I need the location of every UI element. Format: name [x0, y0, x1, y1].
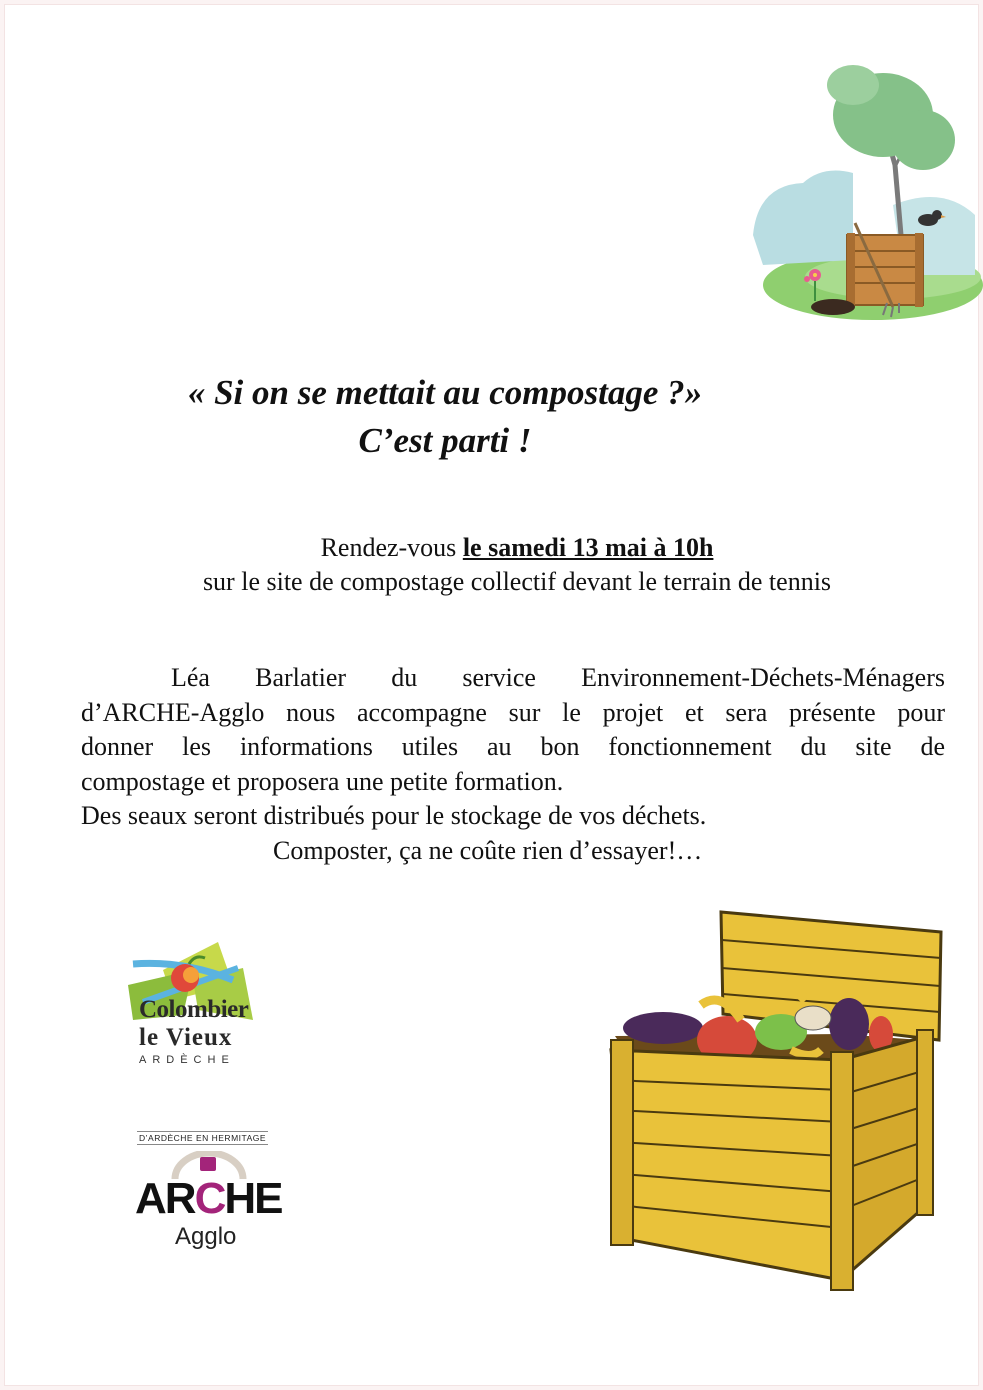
body-line-2: d’ARCHE-Agglo nous accompagne sur le projet et sera présente pour — [81, 697, 945, 727]
title-line-1: « Si on se mettait au compostage ?» — [187, 373, 703, 412]
body-line-5: Des seaux seront distribués pour le stockage de vos déchets. — [81, 801, 707, 830]
colombier-name-1: Colombier — [139, 996, 249, 1023]
body-line-1: Léa Barlatier du service Environnement-Déchets-Ménagers — [171, 663, 945, 692]
colombier-region: ARDÈCHE — [139, 1054, 235, 1066]
rendezvous-date-line — [5, 531, 983, 565]
arche-sub: Agglo — [175, 1223, 237, 1250]
colombier-name-2: le Vieux — [139, 1024, 233, 1051]
arche-name-c: C — [194, 1174, 225, 1223]
flyer-page — [5, 5, 978, 1385]
body-line-3: donner les informations utiles au bon fonctionnement du site de — [81, 732, 945, 761]
body-line-4: compostage et proposera une petite formation. — [81, 766, 564, 796]
compost-bin-illustration — [601, 910, 963, 1295]
rendezvous-location: sur le site de compostage collectif devant le terrain de tennis — [202, 567, 832, 596]
body-line-6: Composter, ça ne coûte rien d’essayer!… — [273, 835, 703, 865]
body-paragraph — [81, 661, 945, 868]
rendezvous-prefix: Rendez-vous — [320, 533, 463, 562]
rendezvous-date: le samedi 13 mai à 10h — [462, 533, 714, 562]
arche-name — [135, 1174, 282, 1223]
rendezvous-block — [5, 531, 983, 599]
arche-name-left: AR — [135, 1174, 195, 1223]
arche-agglo-logo — [131, 1127, 281, 1252]
compost-garden-illustration — [743, 45, 983, 325]
title-line-2: C’est parti ! — [358, 421, 532, 460]
colombier-logo — [123, 940, 263, 1070]
arche-tagline: D’ARDÈCHE EN HERMITAGE — [139, 1133, 267, 1143]
arche-name-right: HE — [224, 1174, 282, 1223]
